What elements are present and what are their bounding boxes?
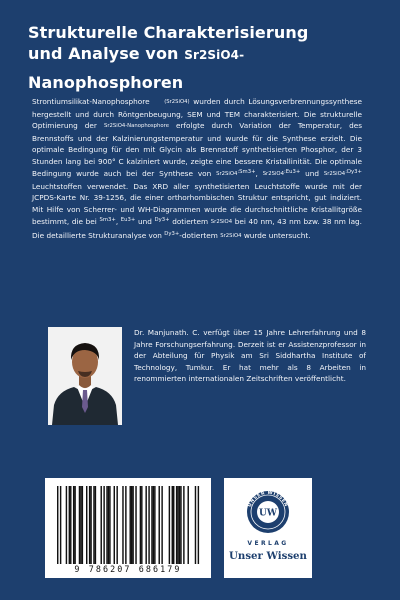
- barcode-bar: [125, 486, 126, 564]
- publisher-logo: [224, 478, 312, 578]
- isbn-barcode: [45, 478, 211, 578]
- barcode-bar: [66, 486, 67, 564]
- title-line-3: Nanophosphoren: [28, 73, 184, 92]
- title-line-2: und Analyse von: [28, 44, 185, 63]
- barcode-bar: [122, 486, 123, 564]
- author-photo: [48, 327, 122, 425]
- title-line-1: Strukturelle Charakterisierung: [28, 23, 309, 42]
- barcode-bar: [114, 486, 115, 564]
- barcode-bar: [95, 486, 96, 564]
- book-title: [28, 22, 378, 93]
- barcode-bar: [173, 486, 174, 564]
- barcode-bar: [154, 486, 155, 564]
- isbn-number: 9 786207 686179: [74, 564, 182, 574]
- author-portrait-image: [48, 327, 122, 425]
- barcode-bar: [183, 486, 184, 564]
- barcode-bar: [151, 486, 152, 564]
- barcode-bar: [153, 486, 154, 564]
- barcode-bar: [132, 486, 133, 564]
- barcode-bar: [177, 486, 178, 564]
- publisher-verlag: VERLAG: [247, 540, 289, 547]
- barcode-bar: [106, 486, 107, 564]
- barcode-bar: [116, 486, 117, 564]
- barcode-bar: [90, 486, 91, 564]
- seal-text: UNSER WISSEN: [247, 490, 289, 508]
- barcode-bar: [82, 486, 83, 564]
- barcode-bar: [80, 486, 81, 564]
- barcode-bar: [70, 486, 71, 564]
- barcode-bar: [86, 486, 87, 564]
- author-bio: Dr. Manjunath. C. verfügt über 15 Jahre Lehrerfahrung und 8 Jahre Forschungserfahrung. Derzeit ist er Assistenzprofessor in der Abteilung für Physik am Sri Siddhartha Institute of Technology, Tumkur. Er hat mehr als 8 Arbeiten in renommierten internationalen Zeitschriften veröffentlicht.: [134, 328, 366, 383]
- barcode-bar: [172, 486, 173, 564]
- barcode-bar: [89, 486, 90, 564]
- barcode-bar: [169, 486, 170, 564]
- barcode-bar: [135, 486, 136, 564]
- barcode-bar: [79, 486, 80, 564]
- title-formula: Sr2SiO4-: [184, 48, 245, 62]
- publisher-seal-icon: [224, 478, 312, 538]
- barcode-bar: [176, 486, 177, 564]
- barcode-bar: [179, 486, 180, 564]
- barcode-bar: [180, 486, 181, 564]
- barcode-bar: [188, 486, 189, 564]
- barcode-bar: [195, 486, 196, 564]
- barcode-bar: [57, 486, 58, 564]
- barcode-bar: [145, 486, 146, 564]
- barcode-bar: [198, 486, 199, 564]
- barcode-bar: [103, 486, 104, 564]
- barcode-bar: [130, 486, 131, 564]
- barcode-bar: [73, 486, 74, 564]
- barcode-bar: [148, 486, 149, 564]
- barcode-bars: [45, 478, 211, 578]
- barcode-bar: [93, 486, 94, 564]
- book-description: Strontiumsilikat-Nanophosphore (Sr2SiO4) wurden durch Lösungsverbrennungssynthese hergestellt und durch Röntgenbeugung, SEM und TEM charakterisiert. Die strukturelle Optimierung der Sr2SiO4-Nanophosphore erfolgte durch Variation der Temperatur, des Brennstoffs und der Kalzinierungstemperatur und wurde für die Synthese erzielt. Die optimale Bedingung für den mit Glycin als Brennstoff synthetisierten Phosphor, der 3 Stunden lang bei 900° C kalziniert wurde, zeigte eine bessere Kristallinität. Die optimale Bedingung wurde auch bei der Synthese von $Sr2SiO4^{:Sm3+}$, $Sr2SiO4^{:Eu3+}$ und $Sr2SiO4^{:Dy3+}$ Leuchtstoffen verwendet. Das XRD aller synthetisierten Leuchtstoffe wurde mit der JCPDS-Karte Nr. 39-1256, die einer orthorhombischen Struktur entspricht, gut indiziert. Mit Hilfe von Scherrer- und WH-Diagrammen wurde die durchschnittliche Kristallitgröße bestimmt, die bei $^{Sm3+}$, $^{Eu3+}$ und $^{Dy3+}$ dotiertem Sr2SiO4 bei 40 nm, 43 nm bzw. 38 nm lag. Die detaillierte Strukturanalyse von $^{Dy3+}$-dotiertem Sr2SiO4 wurde untersucht.: [32, 97, 362, 240]
- barcode-bar: [161, 486, 162, 564]
- barcode-bar: [109, 486, 110, 564]
- barcode-bar: [69, 486, 70, 564]
- barcode-bar: [108, 486, 109, 564]
- barcode-bar: [74, 486, 75, 564]
- barcode-bar: [60, 486, 61, 564]
- barcode-bar: [140, 486, 141, 564]
- barcode-bar: [101, 486, 102, 564]
- barcode-bar: [141, 486, 142, 564]
- seal-letters: UW: [259, 508, 277, 519]
- barcode-bar: [131, 486, 132, 564]
- barcode-bar: [159, 486, 160, 564]
- publisher-name: Unser Wissen: [229, 550, 307, 562]
